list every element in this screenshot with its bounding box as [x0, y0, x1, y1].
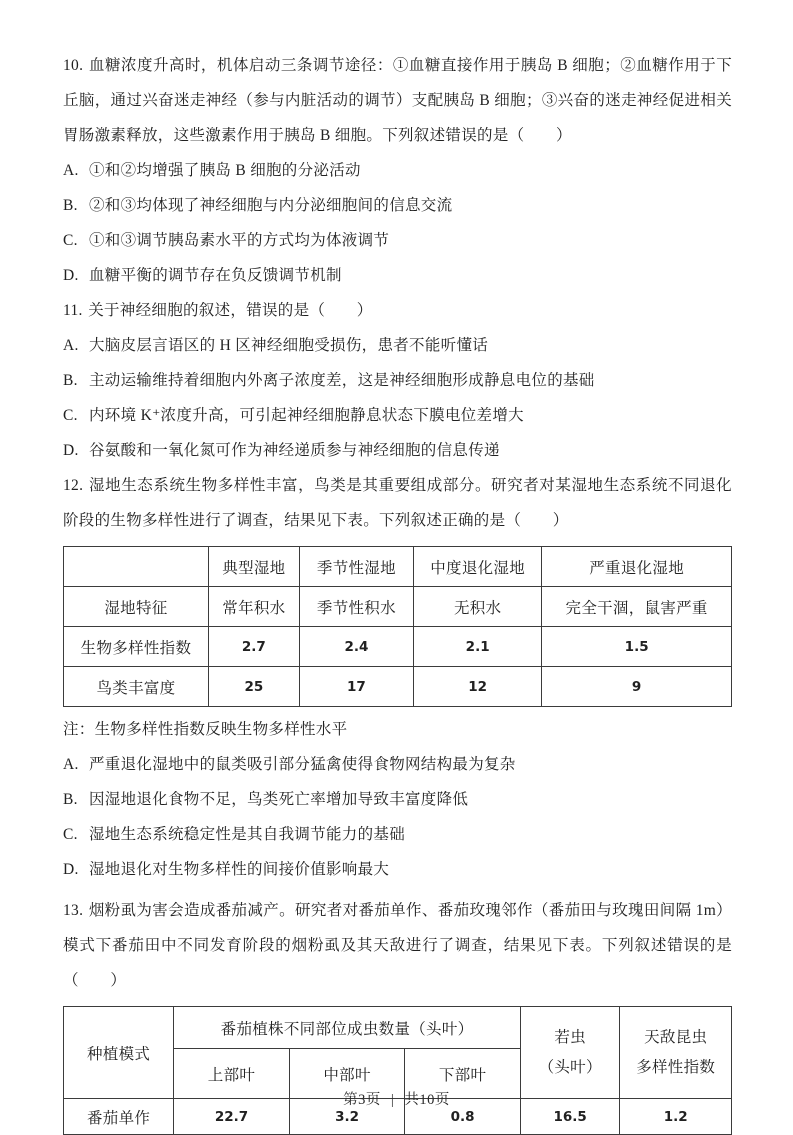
- table-cell: 2.4: [299, 627, 413, 667]
- option-label: C.: [63, 826, 78, 843]
- sub-header-cell: 上部叶: [174, 1049, 290, 1099]
- table-header-cell: 典型湿地: [208, 547, 299, 587]
- question-11-option-b: [63, 363, 732, 398]
- question-10-text: 血糖浓度升高时，机体启动三条调节途径：①血糖直接作用于胰岛 B 细胞；②血糖作用于下丘脑，通过兴奋迷走神经（参与内脏活动的调节）支配胰岛 B 细胞；③兴奋的迷走神经促进相关胃肠激素释放，这些激素作用于胰岛 B 细胞。下列叙述错误的是（ ）: [63, 57, 732, 144]
- table-cell: 完全干涸，鼠害严重: [542, 587, 732, 627]
- option-text: 大脑皮层言语区的 H 区神经细胞受损伤，患者不能听懂话: [89, 337, 489, 354]
- table-header-cell: 严重退化湿地: [542, 547, 732, 587]
- option-text: ②和③均体现了神经细胞与内分泌细胞间的信息交流: [89, 197, 453, 214]
- table-note: 注：生物多样性指数反映生物多样性水平: [63, 721, 348, 738]
- question-11-option-a: [63, 328, 732, 363]
- option-label: A.: [63, 162, 79, 179]
- option-text: 血糖平衡的调节存在负反馈调节机制: [89, 267, 342, 284]
- table-cell: 9: [542, 667, 732, 707]
- table-cell: 3.2: [289, 1099, 405, 1135]
- option-label: A.: [63, 337, 79, 354]
- option-label: D.: [63, 861, 79, 878]
- table-cell: 2.7: [208, 627, 299, 667]
- table-cell: 无积水: [414, 587, 542, 627]
- option-text: ①和③调节胰岛素水平的方式均为体液调节: [89, 232, 390, 249]
- adult-count-group-header-cell: 番茄植株不同部位成虫数量（头叶）: [174, 1007, 521, 1049]
- option-label: C.: [63, 407, 78, 424]
- footer-separator: |: [390, 1092, 395, 1108]
- option-text: 湿地退化对生物多样性的间接价值影响最大: [89, 861, 390, 878]
- option-text: 湿地生态系统稳定性是其自我调节能力的基础: [89, 826, 406, 843]
- question-10-option-c: [63, 223, 732, 258]
- wetland-header-row: [64, 547, 732, 587]
- question-11-option-d: [63, 433, 732, 468]
- enemy-header-line2: 多样性指数: [636, 1058, 716, 1076]
- option-text: 主动运输维持着细胞内外离子浓度差，这是神经细胞形成静息电位的基础: [89, 372, 595, 389]
- table-cell-empty: [64, 547, 209, 587]
- table-cell: 常年积水: [208, 587, 299, 627]
- question-11: [63, 293, 732, 468]
- question-10: [63, 48, 732, 293]
- option-text: 内环境 K⁺浓度升高，可引起神经细胞静息状态下膜电位差增大: [89, 407, 524, 424]
- row-label-cell: 鸟类丰富度: [64, 667, 209, 707]
- table-cell: 1.2: [620, 1099, 732, 1135]
- question-13-number: 13.: [63, 902, 84, 919]
- question-12-option-d: [63, 852, 732, 887]
- footer-total-pages: 共10页: [404, 1092, 450, 1108]
- option-label: D.: [63, 267, 79, 284]
- option-label: D.: [63, 442, 79, 459]
- table-cell: 17: [299, 667, 413, 707]
- question-11-stem: [63, 293, 732, 328]
- enemy-header-line1: 天敌昆虫: [644, 1028, 708, 1046]
- page-footer: [0, 1088, 793, 1109]
- question-12: [63, 468, 732, 887]
- question-12-text: 湿地生态系统生物多样性丰富，鸟类是其重要组成部分。研究者对某湿地生态系统不同退化阶段的生物多样性进行了调查，结果见下表。下列叙述正确的是（ ）: [63, 477, 732, 529]
- question-10-stem: [63, 48, 732, 153]
- table-cell: 1.5: [542, 627, 732, 667]
- whitefly-table: [63, 1006, 732, 1135]
- table-cell: 季节性积水: [299, 587, 413, 627]
- question-12-number: 12.: [63, 477, 84, 494]
- option-label: A.: [63, 756, 79, 773]
- option-text: 严重退化湿地中的鼠类吸引部分猛禽使得食物网结构最为复杂: [89, 756, 516, 773]
- table-cell: 0.8: [405, 1099, 521, 1135]
- question-10-option-b: [63, 188, 732, 223]
- row-label-cell: 湿地特征: [64, 587, 209, 627]
- question-10-option-a: [63, 153, 732, 188]
- sub-header-cell: 中部叶: [289, 1049, 405, 1099]
- wetland-table: [63, 546, 732, 707]
- row-label-cell: 番茄单作: [64, 1099, 174, 1135]
- table-cell: 2.1: [414, 627, 542, 667]
- nymph-header-cell: [520, 1007, 620, 1099]
- option-text: 因湿地退化食物不足，鸟类死亡率增加导致丰富度降低: [89, 791, 469, 808]
- option-label: B.: [63, 372, 78, 389]
- table-cell: 16.5: [520, 1099, 620, 1135]
- question-13-text: 烟粉虱为害会造成番茄减产。研究者对番茄单作、番茄玫瑰邻作（番茄田与玫瑰田间隔 1m）模式下番茄田中不同发育阶段的烟粉虱及其天敌进行了调查，结果见下表。下列叙述错误的是（ ）: [63, 902, 732, 989]
- table-header-cell: 季节性湿地: [299, 547, 413, 587]
- whitefly-header-row-1: [64, 1007, 732, 1049]
- row-label-cell: 生物多样性指数: [64, 627, 209, 667]
- table-cell: 12: [414, 667, 542, 707]
- footer-page-number: 第3页: [343, 1092, 381, 1108]
- question-11-text: 关于神经细胞的叙述，错误的是（ ）: [88, 302, 373, 319]
- option-text: ①和②均增强了胰岛 B 细胞的分泌活动: [89, 162, 361, 179]
- sub-header-cell: 下部叶: [405, 1049, 521, 1099]
- question-10-option-d: [63, 258, 732, 293]
- table-header-cell: 中度退化湿地: [414, 547, 542, 587]
- question-12-option-c: [63, 817, 732, 852]
- planting-mode-header-cell: 种植模式: [64, 1007, 174, 1099]
- option-text: 谷氨酸和一氧化氮可作为神经递质参与神经细胞的信息传递: [89, 442, 500, 459]
- nymph-header-line1: 若虫: [554, 1028, 586, 1046]
- table-cell: 25: [208, 667, 299, 707]
- question-11-number: 11.: [63, 302, 83, 319]
- question-12-option-a: [63, 747, 732, 782]
- option-label: B.: [63, 791, 78, 808]
- question-11-option-c: [63, 398, 732, 433]
- question-13-stem: [63, 893, 732, 998]
- table-row: [64, 627, 732, 667]
- question-12-stem: [63, 468, 732, 538]
- natural-enemy-header-cell: [620, 1007, 732, 1099]
- option-label: B.: [63, 197, 78, 214]
- option-label: C.: [63, 232, 78, 249]
- question-10-number: 10.: [63, 57, 84, 74]
- table-cell: 22.7: [174, 1099, 290, 1135]
- nymph-header-line2: （头叶）: [538, 1058, 602, 1076]
- question-12-option-b: [63, 782, 732, 817]
- table-row: [64, 667, 732, 707]
- table-row: [64, 587, 732, 627]
